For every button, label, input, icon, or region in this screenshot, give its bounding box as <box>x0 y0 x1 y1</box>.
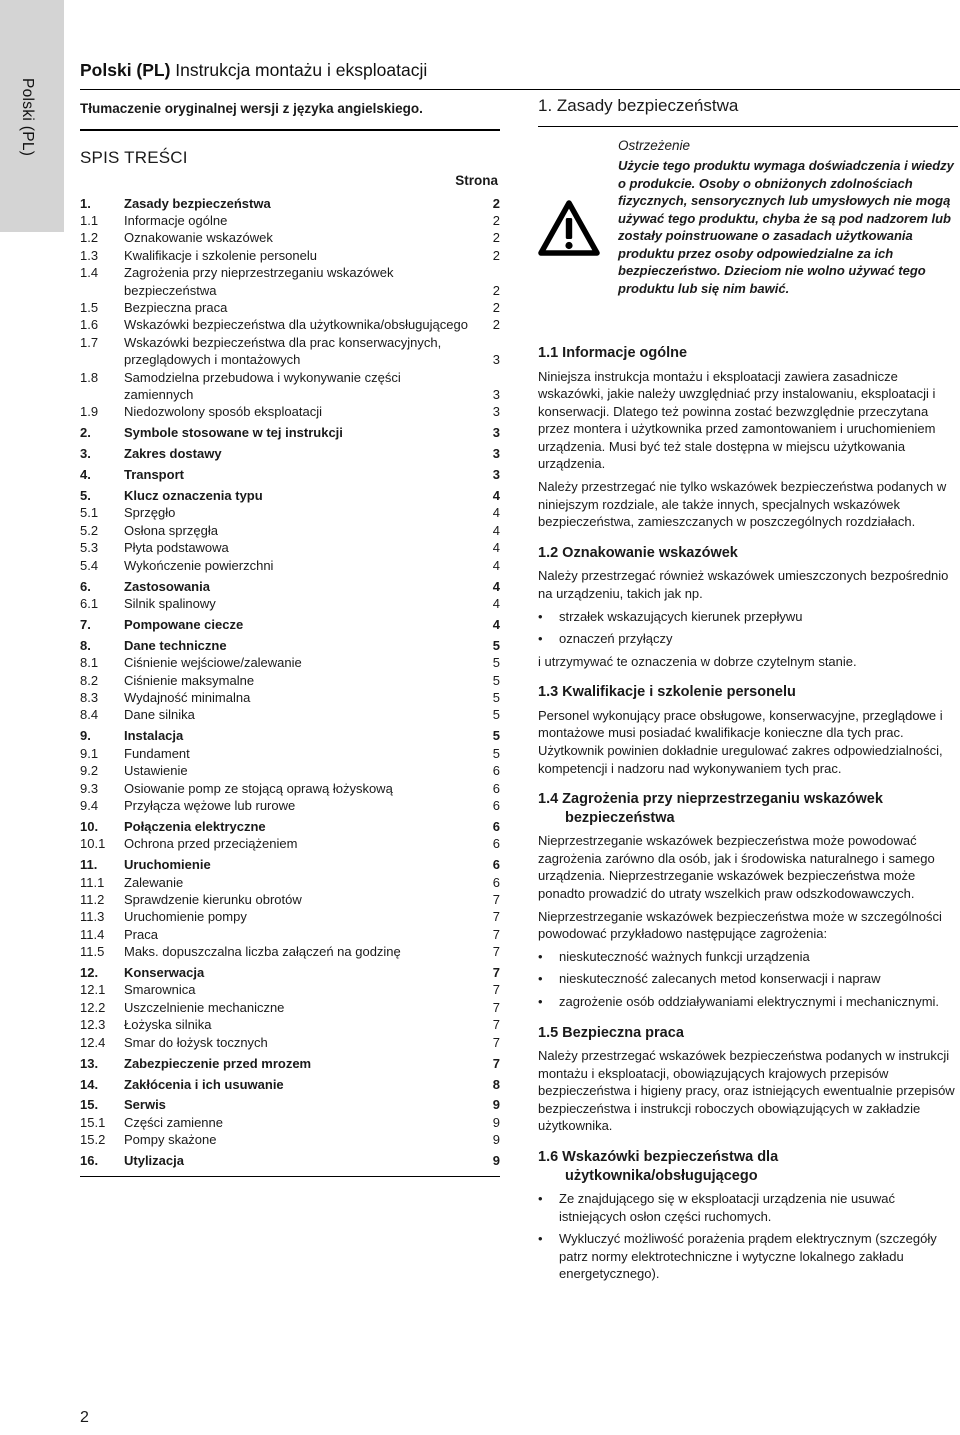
toc-entry-page: 4 <box>492 540 500 556</box>
toc-entry-number: 1.4 <box>80 265 99 281</box>
toc-entry[interactable] <box>80 1114 500 1131</box>
toc-entry[interactable] <box>80 891 500 908</box>
toc-entry[interactable] <box>80 247 500 264</box>
toc-entry-number: 4. <box>80 467 91 483</box>
toc-entry-page: 5 <box>492 745 500 761</box>
toc-entry[interactable] <box>80 229 500 246</box>
toc-entry-page: 7 <box>492 965 500 981</box>
toc-entry-number: 8.4 <box>80 707 99 723</box>
section-1-6-title-line-2: użytkownika/obsługującego <box>565 1167 758 1184</box>
toc-entry-label: Zakres dostawy <box>124 446 222 462</box>
toc-entry-number: 11.4 <box>80 926 105 942</box>
bullet-item: • Wykluczyć możliwość porażenia prądem elektrycznym (szczegóły patrz normy elektrotechniczne i wytyczne lokalnego zakładu energetycznego). <box>538 1230 958 1283</box>
toc-entry-page: 4 <box>492 557 500 573</box>
toc-entry-page: 4 <box>492 616 500 632</box>
toc-entry[interactable] <box>80 654 500 671</box>
section-1-4-bullets <box>538 948 958 1011</box>
toc-entry-label: Informacje ogólne <box>124 212 228 228</box>
toc-entry-label: Zakłócenia i ich usuwanie <box>124 1076 284 1092</box>
toc-entry-number: 9. <box>80 728 91 744</box>
toc-entry-page: 9 <box>492 1132 500 1148</box>
toc-entry[interactable] <box>80 264 500 299</box>
toc-entry[interactable] <box>80 637 500 654</box>
toc-entry-number: 5.2 <box>80 522 99 538</box>
toc-entry-label: Sprzęgło <box>124 505 176 521</box>
toc-entry-number: 1.9 <box>80 404 99 420</box>
toc-entry-label: Symbole stosowane w tej instrukcji <box>124 425 343 441</box>
toc-entry-label: Kwalifikacje i szkolenie personelu <box>124 247 317 263</box>
toc-entry-label: Osłona sprzęgła <box>124 522 218 538</box>
toc-entry[interactable] <box>80 522 500 539</box>
content-column <box>538 96 958 1288</box>
toc-entry-page: 6 <box>492 818 500 834</box>
toc-entry-label: Zalewanie <box>124 874 184 890</box>
toc-entry-number: 1. <box>80 195 91 211</box>
toc-entry-label: Wskazówki bezpieczeństwa dla prac konserwacyjnych, przeglądowych i montażowych <box>124 334 442 368</box>
toc-entry-page: 5 <box>492 689 500 705</box>
toc-entry-number: 6.1 <box>80 595 99 611</box>
toc-entry-page: 6 <box>492 874 500 890</box>
toc-entry-number: 11.3 <box>80 909 105 925</box>
bullet-item: • strzałek wskazujących kierunek przepływu <box>538 608 958 626</box>
toc-top-divider <box>80 129 500 131</box>
toc-entry[interactable] <box>80 999 500 1016</box>
toc-entry-page: 2 <box>492 247 500 263</box>
toc-entry-number: 15. <box>80 1097 99 1113</box>
page-header-title <box>80 60 427 81</box>
toc-entry-page: 8 <box>492 1076 500 1092</box>
toc-entry-page: 2 <box>492 299 500 315</box>
toc-entry-page: 2 <box>492 282 500 298</box>
toc-entry-label: Niedozwolony sposób eksploatacji <box>124 404 323 420</box>
toc-entry[interactable] <box>80 943 500 960</box>
toc-entry-number: 16. <box>80 1153 99 1169</box>
toc-entry-label: Zasady bezpieczeństwa <box>124 195 271 211</box>
toc-entry-number: 12. <box>80 965 99 981</box>
toc-entry-number: 14. <box>80 1076 99 1092</box>
toc-entry-label: Łożyska silnika <box>124 1017 212 1033</box>
header-language: Polski (PL) <box>80 60 171 80</box>
toc-entry-page: 5 <box>492 707 500 723</box>
toc-entry[interactable] <box>80 504 500 521</box>
toc-entry[interactable] <box>80 727 500 744</box>
bullet-item: • zagrożenie osób oddziaływaniami elektrycznymi i mechanicznymi. <box>538 993 958 1011</box>
toc-entry-number: 1.7 <box>80 334 99 350</box>
toc-entry-label: Dane techniczne <box>124 637 227 653</box>
section-1-divider <box>538 126 958 127</box>
section-1-2-title: 1.2 Oznakowanie wskazówek <box>538 544 738 561</box>
toc-entry[interactable] <box>80 1034 500 1051</box>
toc-entry-number: 11.5 <box>80 944 105 960</box>
toc-entry[interactable] <box>80 445 500 462</box>
toc-entry-label: Utylizacja <box>124 1153 184 1169</box>
toc-entry[interactable] <box>80 539 500 556</box>
toc-entry-number: 9.4 <box>80 797 99 813</box>
toc-entry-page: 5 <box>492 728 500 744</box>
toc-entry-label: Pompy skażone <box>124 1132 217 1148</box>
toc-entry-page: 6 <box>492 857 500 873</box>
toc-entry-number: 9.3 <box>80 780 99 796</box>
toc-entry-number: 1.8 <box>80 369 99 385</box>
toc-entry-label: Klucz oznaczenia typu <box>124 488 263 503</box>
warning-label: Ostrzeżenie <box>618 138 691 153</box>
toc-entry-number: 1.2 <box>80 230 99 246</box>
header-doc-title: Instrukcja montażu i eksploatacji <box>170 60 428 80</box>
toc-entry-page: 7 <box>492 999 500 1015</box>
toc-entry-page: 3 <box>492 352 500 368</box>
toc-entry-label: Ochrona przed przeciążeniem <box>124 836 298 852</box>
bullet-item: • nieskuteczność zalecanych metod konserwacji i napraw <box>538 970 958 988</box>
section-1-2-paragraph-2: i utrzymywać te oznaczenia w dobrze czytelnym stanie. <box>538 653 857 669</box>
toc-list <box>80 195 500 1170</box>
toc-entry-label: Fundament <box>124 745 190 761</box>
bullet-item: • oznaczeń przyłączy <box>538 630 958 648</box>
toc-entry-label: Uruchomienie <box>124 857 211 873</box>
toc-entry[interactable] <box>80 1055 500 1072</box>
section-1-title: 1. Zasady bezpieczeństwa <box>538 96 739 115</box>
toc-entry[interactable] <box>80 689 500 706</box>
section-1-3-paragraph-1: Personel wykonujący prace obsługowe, konserwacyjne, przeglądowe i montażowe musi posiadać kwalifikacje konieczne dla tych prac. Użytkownik powinien dokładnie uregulować zakres odpowiedzialności, kompetencji i nadzoru nad wykonywaniem tych prac. <box>538 707 943 776</box>
toc-entry-number: 12.2 <box>80 999 106 1015</box>
toc-entry-page: 7 <box>492 909 500 925</box>
section-1-4-paragraph-2: Nieprzestrzeganie wskazówek bezpieczeństwa może w szczególności powodować przykładowo następujące zagrożenia: <box>538 908 942 942</box>
toc-entry[interactable] <box>80 316 500 333</box>
toc-entry[interactable] <box>80 1096 500 1113</box>
toc-entry[interactable] <box>80 762 500 779</box>
toc-entry-label: Uszczelnienie mechaniczne <box>124 999 285 1015</box>
toc-entry-label: Połączenia elektryczne <box>124 818 266 834</box>
side-language-tab <box>0 0 64 232</box>
toc-entry-label: Wykończenie powierzchni <box>124 557 274 573</box>
toc-entry-number: 10. <box>80 818 99 834</box>
section-1-1-paragraph-2: Należy przestrzegać nie tylko wskazówek bezpieczeństwa podanych w niniejszym rozdziale, ale także innych, specjalnych wskazówek bezpieczeństwa, zamieszczanych w poszczególnych rozdziałach. <box>538 479 947 530</box>
toc-entry-label: Serwis <box>124 1097 166 1113</box>
toc-entry-number: 1.5 <box>80 299 99 315</box>
section-1-2-paragraph-1: Należy przestrzegać również wskazówek umieszczonych bezpośrednio na urządzeniu, takich jak np. <box>538 568 949 601</box>
section-1-6-bullets <box>538 1190 958 1283</box>
toc-entry-number: 9.1 <box>80 745 99 761</box>
toc-entry-number: 12.3 <box>80 1017 106 1033</box>
toc-entry[interactable] <box>80 1076 500 1093</box>
toc-entry-page: 6 <box>492 780 500 796</box>
toc-entry[interactable] <box>80 835 500 852</box>
toc-entry-page: 7 <box>492 1055 500 1071</box>
toc-entry-label: Smarownica <box>124 982 196 998</box>
toc-entry-page: 4 <box>492 505 500 521</box>
toc-entry[interactable] <box>80 557 500 574</box>
page-number: 2 <box>80 1409 89 1426</box>
toc-entry[interactable] <box>80 745 500 762</box>
toc-entry-label: Oznakowanie wskazówek <box>124 230 273 246</box>
toc-entry-label: Przyłącza wężowe lub rurowe <box>124 797 296 813</box>
toc-entry-label: Samodzielna przebudowa i wykonywanie części zamiennych <box>124 369 401 402</box>
section-1-4-title-line-2: bezpieczeństwa <box>565 809 675 826</box>
toc-entry-number: 1.6 <box>80 317 99 333</box>
toc-entry-number: 15.2 <box>80 1132 106 1148</box>
toc-entry[interactable] <box>80 334 500 369</box>
toc-entry[interactable] <box>80 780 500 797</box>
toc-entry-page: 5 <box>492 672 500 688</box>
translation-note: Tłumaczenie oryginalnej wersji z języka angielskiego. <box>80 101 423 116</box>
toc-entry-number: 8. <box>80 637 91 653</box>
toc-entry-label: Wskazówki bezpieczeństwa dla użytkownika/obsługującego <box>124 317 468 333</box>
toc-entry-label: Smar do łożysk tocznych <box>124 1034 268 1050</box>
toc-entry-page: 9 <box>492 1153 500 1169</box>
toc-entry-page: 6 <box>492 836 500 852</box>
toc-entry-number: 8.1 <box>80 655 99 671</box>
toc-entry-label: Części zamienne <box>124 1114 223 1130</box>
section-1-2-bullets <box>538 608 958 648</box>
toc-entry-number: 11. <box>80 857 98 873</box>
toc-entry[interactable] <box>80 299 500 316</box>
toc-column <box>80 100 500 1177</box>
warning-triangle-icon <box>538 200 600 256</box>
toc-entry[interactable] <box>80 595 500 612</box>
toc-entry-number: 5.4 <box>80 557 99 573</box>
toc-entry[interactable] <box>80 874 500 891</box>
toc-entry-label: Uruchomienie pompy <box>124 909 247 925</box>
warning-text: Użycie tego produktu wymaga doświadczenia i wiedzy o produkcie. Osoby o obniżonych zdolnościach fizycznych, sensorycznych lub umysłowych nie mogą używać tego produktu, chyba że są pod nadzorem lub zostały poinstruowane o zasadach użytkowania produktu przez osoby odpowiedzialne za ich bezpieczeństwo. Dzieciom nie wolno używać tego produktu lub się nim bawić. <box>618 158 954 296</box>
toc-entry[interactable] <box>80 818 500 835</box>
toc-entry-label: Dane silnika <box>124 707 195 723</box>
toc-entry-page: 7 <box>492 982 500 998</box>
toc-entry[interactable] <box>80 466 500 483</box>
toc-entry-label: Instalacja <box>124 728 184 744</box>
toc-entry-page: 7 <box>492 926 500 942</box>
toc-entry-page: 9 <box>492 1114 500 1130</box>
side-tab-label: Polski (PL) <box>19 78 36 157</box>
toc-entry-label: Ustawienie <box>124 763 188 779</box>
warning-box <box>538 138 958 338</box>
toc-page-column-header: Strona <box>455 172 498 188</box>
toc-entry[interactable] <box>80 672 500 689</box>
toc-entry-page: 3 <box>492 404 500 420</box>
toc-entry[interactable] <box>80 1016 500 1033</box>
toc-entry[interactable] <box>80 195 500 212</box>
section-1-1-title: 1.1 Informacje ogólne <box>538 345 688 361</box>
section-1-6-title-line-1: 1.6 Wskazówki bezpieczeństwa dla <box>538 1149 779 1165</box>
toc-entry-label: Wydajność minimalna <box>124 689 251 705</box>
toc-entry-page: 4 <box>492 488 500 503</box>
toc-entry-page: 3 <box>492 467 500 483</box>
toc-entry[interactable] <box>80 403 500 420</box>
toc-entry-label: Silnik spalinowy <box>124 595 216 611</box>
section-1-3-title: 1.3 Kwalifikacje i szkolenie personelu <box>538 684 796 701</box>
toc-entry[interactable] <box>80 981 500 998</box>
toc-entry[interactable] <box>80 856 500 873</box>
toc-entry-label: Zagrożenia przy nieprzestrzeganiu wskazówek bezpieczeństwa <box>124 265 394 298</box>
toc-entry-number: 1.1 <box>80 212 99 228</box>
toc-entry-number: 12.1 <box>80 982 106 998</box>
toc-entry-number: 5.3 <box>80 540 99 556</box>
toc-entry-page: 3 <box>492 386 500 402</box>
toc-entry-page: 7 <box>492 1017 500 1033</box>
section-1-4-title <box>538 790 958 827</box>
toc-entry[interactable] <box>80 424 500 441</box>
toc-entry-number: 15.1 <box>80 1114 106 1130</box>
toc-entry[interactable] <box>80 212 500 229</box>
toc-entry-number: 8.2 <box>80 672 99 688</box>
toc-entry-label: Maks. dopuszczalna liczba załączeń na godzinę <box>124 944 401 960</box>
toc-entry-page: 7 <box>492 891 500 907</box>
toc-entry[interactable] <box>80 1131 500 1148</box>
toc-entry-page: 6 <box>492 763 500 779</box>
section-1-5-paragraph-1: Należy przestrzegać wskazówek bezpieczeństwa podanych w instrukcji montażu i eksploatacji, obowiązujących krajowych przepisów bezpieczeństwa i higieny pracy, oraz istniejących ewentualnie przepisów bezpieczeństwa i instrukcji roboczych obowiązujących w zakładzie użytkownika. <box>538 1048 955 1134</box>
toc-entry[interactable] <box>80 908 500 925</box>
toc-entry[interactable] <box>80 1152 500 1169</box>
toc-entry-label: Sprawdzenie kierunku obrotów <box>124 891 302 907</box>
toc-entry-label: Płyta podstawowa <box>124 540 229 556</box>
toc-entry-label: Ciśnienie maksymalne <box>124 672 255 688</box>
toc-entry[interactable] <box>80 926 500 943</box>
toc-entry-number: 5.1 <box>80 505 99 521</box>
toc-entry-page: 6 <box>492 797 500 813</box>
toc-entry[interactable] <box>80 369 500 404</box>
toc-entry[interactable] <box>80 706 500 723</box>
toc-entry-number: 13. <box>80 1055 99 1071</box>
toc-entry-number: 1.3 <box>80 247 99 263</box>
toc-entry-number: 2. <box>80 425 91 441</box>
toc-entry-label: Pompowane ciecze <box>124 616 244 632</box>
toc-entry-label: Zastosowania <box>124 578 210 594</box>
toc-entry-page: 2 <box>492 230 500 246</box>
toc-entry-label: Osiowanie pomp ze stojącą oprawą łożyskową <box>124 780 393 796</box>
toc-entry-number: 10.1 <box>80 836 106 852</box>
toc-entry-page: 2 <box>492 212 500 228</box>
toc-entry-page: 4 <box>492 578 500 594</box>
toc-entry-label: Bezpieczna praca <box>124 299 228 315</box>
section-1-6-title <box>538 1148 958 1185</box>
toc-entry-page: 5 <box>492 655 500 671</box>
bullet-item: • Ze znajdującego się w eksploatacji urządzenia nie usuwać istniejących osłon części ruchomych. <box>538 1190 958 1225</box>
toc-entry-page: 3 <box>492 425 500 441</box>
toc-entry-page: 9 <box>492 1097 500 1113</box>
toc-entry-page: 5 <box>492 637 500 653</box>
toc-entry-page: 2 <box>492 317 500 333</box>
toc-entry[interactable] <box>80 578 500 595</box>
toc-entry-page: 7 <box>492 944 500 960</box>
toc-entry-page: 4 <box>492 522 500 538</box>
toc-entry-number: 11.1 <box>80 874 105 890</box>
toc-heading: SPIS TREŚCI <box>80 147 188 167</box>
toc-entry-label: Zabezpieczenie przed mrozem <box>124 1055 312 1071</box>
toc-entry-page: 7 <box>492 1034 500 1050</box>
toc-entry-label: Praca <box>124 926 158 942</box>
toc-entry-label: Ciśnienie wejściowe/zalewanie <box>124 655 302 671</box>
toc-entry-label: Konserwacja <box>124 965 205 981</box>
toc-entry-number: 12.4 <box>80 1034 106 1050</box>
toc-entry-number: 8.3 <box>80 689 99 705</box>
toc-entry[interactable] <box>80 616 500 633</box>
toc-entry-label: Transport <box>124 467 184 483</box>
toc-entry-page: 3 <box>492 446 500 462</box>
section-1-4-paragraph-1: Nieprzestrzeganie wskazówek bezpieczeństwa może powodować zagrożenia zarówno dla osób, jak i środowiska naturalnego i samego urządzenia. Nieprzestrzeganie wskazówek bezpieczeństwa może ponadto prowadzić do utraty wszelkich praw odszkodowawczych. <box>538 833 935 901</box>
toc-entry-number: 5. <box>80 488 91 503</box>
toc-entry-page: 2 <box>492 195 500 211</box>
toc-entry-number: 11.2 <box>80 891 105 907</box>
toc-entry-number: 6. <box>80 578 91 594</box>
toc-entry[interactable] <box>80 487 500 504</box>
toc-entry[interactable] <box>80 797 500 814</box>
toc-entry-number: 7. <box>80 616 91 632</box>
section-1-1-paragraph-1: Niniejsza instrukcja montażu i eksploatacji zawiera zasadnicze wskazówki, jakie należy uwzględniać przy instalowaniu, eksploatacji i konserwacji. Dlatego też powinna zostać bezwzględnie przeczytana przez montera i użytkownika przed zamontowaniem i uruchomieniem urządzenia. Musi być też stale dostępna w miejscu użytkowania urządzenia. <box>538 368 936 472</box>
toc-entry-page: 4 <box>492 595 500 611</box>
toc-entry-number: 9.2 <box>80 763 99 779</box>
toc-entry-number: 3. <box>80 446 91 462</box>
toc-bottom-divider <box>80 1176 500 1177</box>
toc-entry[interactable] <box>80 964 500 981</box>
header-divider <box>80 89 960 90</box>
section-1-4-title-line-1: 1.4 Zagrożenia przy nieprzestrzeganiu wskazówek <box>538 791 883 808</box>
bullet-item: • nieskuteczność ważnych funkcji urządzenia <box>538 948 958 966</box>
section-1-5-title: 1.5 Bezpieczna praca <box>538 1024 684 1041</box>
